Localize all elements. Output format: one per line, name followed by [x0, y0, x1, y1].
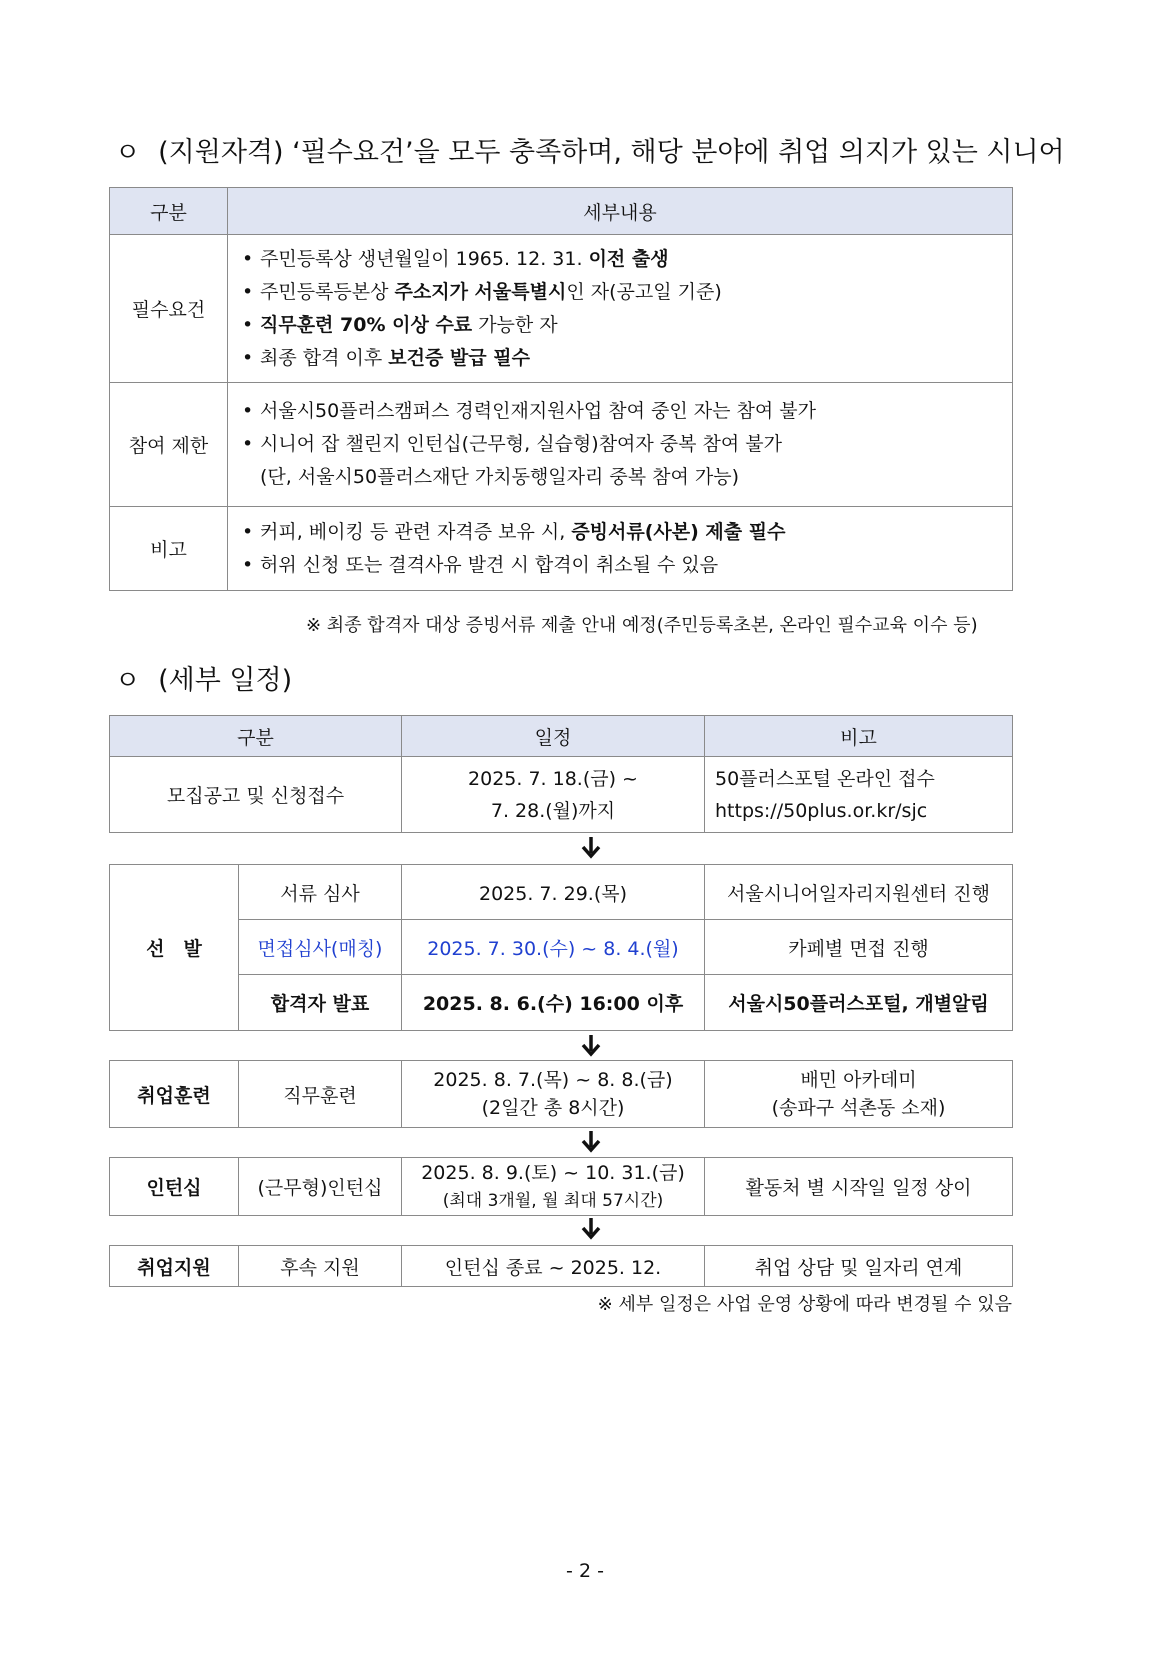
schedule-header-category: 구분 — [110, 716, 402, 757]
support-step: 후속 지원 — [239, 1246, 402, 1287]
schedule-table-support — [109, 1245, 1013, 1287]
note-documents: ※ 최종 합격자 대상 증빙서류 제출 안내 예정(주민등록초본, 온라인 필수교육 이수 등) — [306, 615, 978, 636]
recruit-note: 50플러스포털 온라인 접수 https://50plus.or.kr/sjc — [705, 757, 1013, 833]
heading-bullet: ㅇ — [115, 138, 141, 168]
internship-date: 2025. 8. 9.(토) ~ 10. 31.(금) (최대 3개월, 월 최대 57시간) — [402, 1158, 705, 1216]
restriction-label: 참여 제한 — [110, 383, 228, 507]
internship-label: 인턴십 — [110, 1158, 239, 1216]
arrow-down-icon — [580, 1216, 602, 1240]
support-label: 취업지원 — [110, 1246, 239, 1287]
page-number: - 2 - — [566, 1560, 604, 1582]
internship-step: (근무형)인턴십 — [239, 1158, 402, 1216]
heading-bullet: ㅇ — [115, 666, 141, 696]
arrow-down-icon — [580, 1129, 602, 1153]
qual-header-category: 구분 — [110, 188, 228, 235]
schedule-table-selection — [109, 864, 1013, 1031]
selection-date: 2025. 8. 6.(수) 16:00 이후 — [402, 975, 705, 1031]
portal-link[interactable]: https://50plus.or.kr/sjc — [715, 799, 928, 822]
remarks-details — [228, 507, 1013, 591]
section-heading-qualification — [115, 130, 1065, 169]
selection-note: 서울시50플러스포털, 개별알림 — [705, 975, 1013, 1031]
selection-note: 서울시니어일자리지원센터 진행 — [705, 865, 1013, 920]
schedule-table-internship — [109, 1157, 1013, 1216]
list-item-continuation: (단, 서울시50플러스재단 가치동행일자리 중복 참여 가능) — [260, 466, 740, 488]
table-row-restriction — [110, 383, 1013, 507]
heading-text: (지원자격) ‘필수요건’을 모두 충족하며, 해당 분야에 취업 의지가 있는 시니어 — [158, 137, 1065, 168]
schedule-table-recruit — [109, 715, 1013, 833]
table-row-support — [110, 1246, 1013, 1287]
schedule-header-note: 비고 — [705, 716, 1013, 757]
list-item: • 허위 신청 또는 결격사유 발견 시 합격이 취소될 수 있음 — [238, 549, 1012, 582]
table-row-training — [110, 1061, 1013, 1128]
selection-date: 2025. 7. 29.(목) — [402, 865, 705, 920]
schedule-table-training — [109, 1060, 1013, 1128]
list-item: • 커피, 베이킹 등 관련 자격증 보유 시, 증빙서류(사본) 제출 필수 — [238, 516, 1012, 549]
table-row-required — [110, 235, 1013, 383]
table-row-document-review — [110, 865, 1013, 920]
list-item: • 서울시50플러스캠퍼스 경력인재지원사업 참여 중인 자는 참여 불가 — [238, 395, 1012, 428]
training-step: 직무훈련 — [239, 1061, 402, 1128]
schedule-header-date: 일정 — [402, 716, 705, 757]
table-row-internship — [110, 1158, 1013, 1216]
table-row-announcement — [110, 975, 1013, 1031]
arrow-down-icon — [580, 1033, 602, 1057]
table-row-recruit — [110, 757, 1013, 833]
required-details — [228, 235, 1013, 383]
list-item: • 주민등록상 생년월일이 1965. 12. 31. 이전 출생 — [238, 243, 1012, 276]
restriction-details — [228, 383, 1013, 507]
list-item: • 시니어 잡 챌린지 인턴십(근무형, 실습형)참여자 중복 참여 불가 — [238, 428, 1012, 461]
table-row-interview — [110, 920, 1013, 975]
list-item: • 직무훈련 70% 이상 수료 가능한 자 — [238, 309, 1012, 342]
internship-note: 활동처 별 시작일 일정 상이 — [705, 1158, 1013, 1216]
recruit-label: 모집공고 및 신청접수 — [110, 757, 402, 833]
selection-label: 선 발 — [110, 865, 239, 1031]
support-date: 인턴십 종료 ~ 2025. 12. — [402, 1246, 705, 1287]
list-item: • 주민등록등본상 주소지가 서울특별시인 자(공고일 기준) — [238, 276, 1012, 309]
selection-step: 면접심사(매칭) — [239, 920, 402, 975]
selection-note: 카페별 면접 진행 — [705, 920, 1013, 975]
heading-text: (세부 일정) — [158, 665, 293, 696]
required-label: 필수요건 — [110, 235, 228, 383]
section-heading-schedule — [115, 658, 292, 697]
training-note: 배민 아카데미 (송파구 석촌동 소재) — [705, 1061, 1013, 1128]
qual-header-details: 세부내용 — [228, 188, 1013, 235]
recruit-date: 2025. 7. 18.(금) ~ 7. 28.(월)까지 — [402, 757, 705, 833]
support-note: 취업 상담 및 일자리 연계 — [705, 1246, 1013, 1287]
qualification-table — [109, 187, 1013, 591]
note-schedule-change: ※ 세부 일정은 사업 운영 상황에 따라 변경될 수 있음 — [597, 1294, 1012, 1315]
selection-step: 서류 심사 — [239, 865, 402, 920]
training-date: 2025. 8. 7.(목) ~ 8. 8.(금) (2일간 총 8시간) — [402, 1061, 705, 1128]
remarks-label: 비고 — [110, 507, 228, 591]
arrow-down-icon — [580, 835, 602, 859]
list-item: • 최종 합격 이후 보건증 발급 필수 — [238, 342, 1012, 375]
training-label: 취업훈련 — [110, 1061, 239, 1128]
selection-step: 합격자 발표 — [239, 975, 402, 1031]
selection-date: 2025. 7. 30.(수) ~ 8. 4.(월) — [402, 920, 705, 975]
table-row-remarks — [110, 507, 1013, 591]
